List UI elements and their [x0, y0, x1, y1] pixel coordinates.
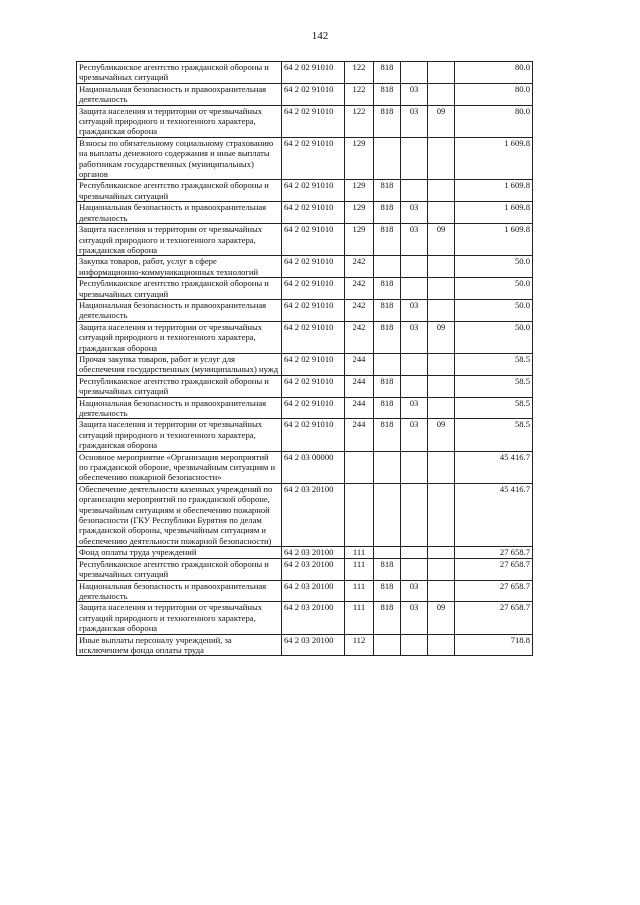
subsection-code-cell: [428, 397, 455, 419]
row-name-cell: Защита населения и территории от чрезвычайных ситуаций природного и техногенного характера, гражданская оборона: [77, 321, 282, 353]
row-name-cell: Фонд оплаты труда учреждений: [77, 547, 282, 558]
amount-cell: 58.5: [455, 419, 533, 451]
table-row: [77, 375, 533, 397]
expense-type-code-cell: 129: [345, 180, 374, 202]
subsection-code-cell: [428, 375, 455, 397]
ministry-code-cell: 818: [374, 62, 401, 84]
subsection-code-cell: [428, 62, 455, 84]
target-article-code-cell: 64 2 02 91010: [282, 180, 345, 202]
ministry-code-cell: 818: [374, 224, 401, 256]
ministry-code-cell: 818: [374, 397, 401, 419]
ministry-code-cell: 818: [374, 321, 401, 353]
row-name-cell: Национальная безопасность и правоохранительная деятельность: [77, 202, 282, 224]
ministry-code-cell: 818: [374, 202, 401, 224]
amount-cell: 50.0: [455, 321, 533, 353]
table-row: [77, 634, 533, 656]
table-row: [77, 483, 533, 546]
target-article-code-cell: 64 2 02 91010: [282, 83, 345, 105]
section-code-cell: [401, 137, 428, 180]
amount-cell: 50.0: [455, 299, 533, 321]
row-name-cell: Защита населения и территории от чрезвычайных ситуаций природного и техногенного характера, гражданская оборона: [77, 105, 282, 137]
section-code-cell: 03: [401, 299, 428, 321]
subsection-code-cell: [428, 634, 455, 656]
expense-type-code-cell: 122: [345, 105, 374, 137]
section-code-cell: 03: [401, 419, 428, 451]
row-name-cell: Республиканское агентство гражданской обороны и чрезвычайных ситуаций: [77, 180, 282, 202]
subsection-code-cell: [428, 451, 455, 483]
section-code-cell: [401, 256, 428, 278]
section-code-cell: [401, 278, 428, 300]
expense-type-code-cell: 242: [345, 299, 374, 321]
expense-type-code-cell: [345, 483, 374, 546]
target-article-code-cell: 64 2 02 91010: [282, 105, 345, 137]
subsection-code-cell: [428, 558, 455, 580]
amount-cell: 50.0: [455, 256, 533, 278]
expense-type-code-cell: 122: [345, 62, 374, 84]
expense-type-code-cell: 129: [345, 202, 374, 224]
target-article-code-cell: 64 2 02 91010: [282, 353, 345, 375]
subsection-code-cell: [428, 137, 455, 180]
expense-type-code-cell: 242: [345, 256, 374, 278]
ministry-code-cell: 818: [374, 278, 401, 300]
table-row: [77, 547, 533, 558]
subsection-code-cell: [428, 353, 455, 375]
ministry-code-cell: 818: [374, 375, 401, 397]
subsection-code-cell: [428, 202, 455, 224]
section-code-cell: [401, 634, 428, 656]
ministry-code-cell: 818: [374, 580, 401, 602]
amount-cell: 50.0: [455, 278, 533, 300]
section-code-cell: [401, 180, 428, 202]
expense-type-code-cell: 129: [345, 224, 374, 256]
amount-cell: 27 658.7: [455, 558, 533, 580]
row-name-cell: Закупка товаров, работ, услуг в сфере информационно-коммуникационных технологий: [77, 256, 282, 278]
table-row: [77, 397, 533, 419]
section-code-cell: 03: [401, 580, 428, 602]
expense-type-code-cell: 244: [345, 375, 374, 397]
amount-cell: 1 609.8: [455, 180, 533, 202]
row-name-cell: Национальная безопасность и правоохранительная деятельность: [77, 580, 282, 602]
row-name-cell: Защита населения и территории от чрезвычайных ситуаций природного и техногенного характера, гражданская оборона: [77, 419, 282, 451]
amount-cell: 1 609.8: [455, 137, 533, 180]
amount-cell: 27 658.7: [455, 602, 533, 634]
row-name-cell: Республиканское агентство гражданской обороны и чрезвычайных ситуаций: [77, 62, 282, 84]
ministry-code-cell: [374, 451, 401, 483]
row-name-cell: Защита населения и территории от чрезвычайных ситуаций природного и техногенного характера, гражданская оборона: [77, 602, 282, 634]
row-name-cell: Республиканское агентство гражданской обороны и чрезвычайных ситуаций: [77, 558, 282, 580]
ministry-code-cell: 818: [374, 558, 401, 580]
expense-type-code-cell: 111: [345, 558, 374, 580]
target-article-code-cell: 64 2 03 20100: [282, 634, 345, 656]
table-row: [77, 137, 533, 180]
expense-type-code-cell: 244: [345, 397, 374, 419]
section-code-cell: 03: [401, 224, 428, 256]
table-row: [77, 299, 533, 321]
section-code-cell: [401, 483, 428, 546]
section-code-cell: 03: [401, 397, 428, 419]
target-article-code-cell: 64 2 02 91010: [282, 137, 345, 180]
subsection-code-cell: [428, 180, 455, 202]
ministry-code-cell: [374, 353, 401, 375]
ministry-code-cell: 818: [374, 299, 401, 321]
expense-type-code-cell: 129: [345, 137, 374, 180]
budget-table-body: [77, 62, 533, 656]
amount-cell: 80.0: [455, 105, 533, 137]
target-article-code-cell: 64 2 02 91010: [282, 278, 345, 300]
target-article-code-cell: 64 2 03 20100: [282, 483, 345, 546]
subsection-code-cell: 09: [428, 224, 455, 256]
amount-cell: 80.0: [455, 83, 533, 105]
target-article-code-cell: 64 2 03 20100: [282, 558, 345, 580]
target-article-code-cell: 64 2 02 91010: [282, 397, 345, 419]
table-row: [77, 558, 533, 580]
expense-type-code-cell: 242: [345, 278, 374, 300]
ministry-code-cell: 818: [374, 83, 401, 105]
table-row: [77, 451, 533, 483]
section-code-cell: [401, 353, 428, 375]
subsection-code-cell: [428, 83, 455, 105]
ministry-code-cell: 818: [374, 419, 401, 451]
amount-cell: 1 609.8: [455, 202, 533, 224]
row-name-cell: Республиканское агентство гражданской обороны и чрезвычайных ситуаций: [77, 278, 282, 300]
table-row: [77, 202, 533, 224]
table-row: [77, 353, 533, 375]
target-article-code-cell: 64 2 02 91010: [282, 419, 345, 451]
amount-cell: 80.0: [455, 62, 533, 84]
table-row: [77, 83, 533, 105]
table-row: [77, 321, 533, 353]
target-article-code-cell: 64 2 02 91010: [282, 299, 345, 321]
section-code-cell: 03: [401, 83, 428, 105]
target-article-code-cell: 64 2 02 91010: [282, 321, 345, 353]
budget-table: [76, 61, 533, 656]
row-name-cell: Прочая закупка товаров, работ и услуг для обеспечения государственных (муниципальных) нужд: [77, 353, 282, 375]
expense-type-code-cell: 111: [345, 580, 374, 602]
table-row: [77, 105, 533, 137]
ministry-code-cell: [374, 547, 401, 558]
row-name-cell: Обеспечение деятельности казенных учреждений по организации мероприятий по гражданской обороне, чрезвычайным ситуациям и обеспечению пожарной безопасности (ГКУ Республики Бурятия по делам гражданской обороны, чрезвычайным ситуациям и обеспечению деятельности пожарной безопасности): [77, 483, 282, 546]
amount-cell: 58.5: [455, 375, 533, 397]
ministry-code-cell: 818: [374, 602, 401, 634]
amount-cell: 58.5: [455, 353, 533, 375]
table-row: [77, 580, 533, 602]
target-article-code-cell: 64 2 03 00000: [282, 451, 345, 483]
subsection-code-cell: [428, 256, 455, 278]
section-code-cell: [401, 451, 428, 483]
subsection-code-cell: 09: [428, 321, 455, 353]
expense-type-code-cell: 111: [345, 602, 374, 634]
row-name-cell: Национальная безопасность и правоохранительная деятельность: [77, 83, 282, 105]
expense-type-code-cell: 244: [345, 419, 374, 451]
table-row: [77, 224, 533, 256]
expense-type-code-cell: 122: [345, 83, 374, 105]
row-name-cell: Национальная безопасность и правоохранительная деятельность: [77, 397, 282, 419]
target-article-code-cell: 64 2 03 20100: [282, 602, 345, 634]
target-article-code-cell: 64 2 02 91010: [282, 256, 345, 278]
section-code-cell: 03: [401, 105, 428, 137]
row-name-cell: Национальная безопасность и правоохранительная деятельность: [77, 299, 282, 321]
amount-cell: 1 609.8: [455, 224, 533, 256]
expense-type-code-cell: 111: [345, 547, 374, 558]
target-article-code-cell: 64 2 02 91010: [282, 224, 345, 256]
subsection-code-cell: [428, 580, 455, 602]
subsection-code-cell: [428, 547, 455, 558]
ministry-code-cell: [374, 137, 401, 180]
section-code-cell: 03: [401, 321, 428, 353]
section-code-cell: 03: [401, 202, 428, 224]
row-name-cell: Защита населения и территории от чрезвычайных ситуаций природного и техногенного характера, гражданская оборона: [77, 224, 282, 256]
subsection-code-cell: 09: [428, 105, 455, 137]
table-row: [77, 62, 533, 84]
row-name-cell: Иные выплаты персоналу учреждений, за исключением фонда оплаты труда: [77, 634, 282, 656]
expense-type-code-cell: 244: [345, 353, 374, 375]
expense-type-code-cell: 112: [345, 634, 374, 656]
table-row: [77, 278, 533, 300]
subsection-code-cell: [428, 278, 455, 300]
amount-cell: 58.5: [455, 397, 533, 419]
amount-cell: 45 416.7: [455, 451, 533, 483]
section-code-cell: 03: [401, 602, 428, 634]
table-row: [77, 419, 533, 451]
row-name-cell: Взносы по обязательному социальному страхованию на выплаты денежного содержания и иные выплаты работникам государственных (муниципальных) органов: [77, 137, 282, 180]
page-number: 142: [311, 30, 329, 42]
amount-cell: 27 658.7: [455, 580, 533, 602]
ministry-code-cell: [374, 634, 401, 656]
section-code-cell: [401, 558, 428, 580]
row-name-cell: Республиканское агентство гражданской обороны и чрезвычайных ситуаций: [77, 375, 282, 397]
target-article-code-cell: 64 2 02 91010: [282, 202, 345, 224]
ministry-code-cell: [374, 256, 401, 278]
target-article-code-cell: 64 2 02 91010: [282, 62, 345, 84]
subsection-code-cell: 09: [428, 419, 455, 451]
ministry-code-cell: 818: [374, 180, 401, 202]
target-article-code-cell: 64 2 03 20100: [282, 580, 345, 602]
table-row: [77, 256, 533, 278]
amount-cell: 718.8: [455, 634, 533, 656]
expense-type-code-cell: [345, 451, 374, 483]
expense-type-code-cell: 242: [345, 321, 374, 353]
subsection-code-cell: 09: [428, 602, 455, 634]
section-code-cell: [401, 375, 428, 397]
section-code-cell: [401, 547, 428, 558]
target-article-code-cell: 64 2 02 91010: [282, 375, 345, 397]
section-code-cell: [401, 62, 428, 84]
table-row: [77, 602, 533, 634]
target-article-code-cell: 64 2 03 20100: [282, 547, 345, 558]
amount-cell: 27 658.7: [455, 547, 533, 558]
table-row: [77, 180, 533, 202]
ministry-code-cell: 818: [374, 105, 401, 137]
subsection-code-cell: [428, 483, 455, 546]
ministry-code-cell: [374, 483, 401, 546]
subsection-code-cell: [428, 299, 455, 321]
amount-cell: 45 416.7: [455, 483, 533, 546]
row-name-cell: Основное мероприятие «Организация мероприятий по гражданской обороне, чрезвычайным ситуациям и обеспечению пожарной безопасности»: [77, 451, 282, 483]
